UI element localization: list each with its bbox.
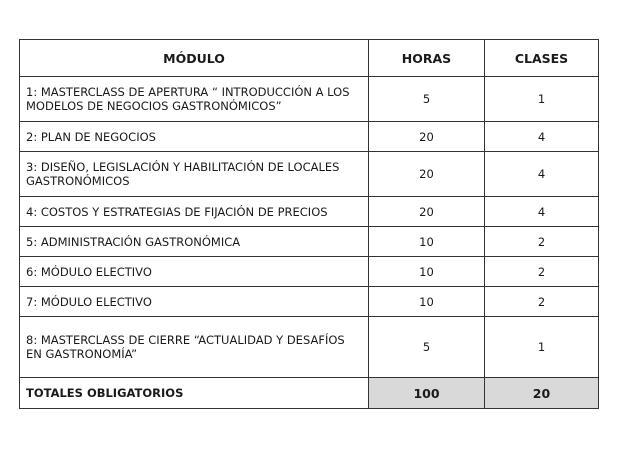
totals-row xyxy=(20,378,599,409)
table-row xyxy=(20,197,599,227)
header-row xyxy=(20,40,599,77)
table-row xyxy=(20,227,599,257)
table-row xyxy=(20,152,599,197)
module-name: 2: PLAN DE NEGOCIOS xyxy=(20,122,369,152)
totals-label: TOTALES OBLIGATORIOS xyxy=(20,378,369,409)
table-row xyxy=(20,257,599,287)
module-classes: 4 xyxy=(485,122,599,152)
module-name: 8: MASTERCLASS DE CIERRE “ACTUALIDAD Y DESAFÍOS EN GASTRONOMÍA” xyxy=(20,317,369,378)
module-classes: 4 xyxy=(485,197,599,227)
module-hours: 5 xyxy=(369,77,485,122)
module-classes: 2 xyxy=(485,287,599,317)
module-hours: 10 xyxy=(369,257,485,287)
module-hours: 20 xyxy=(369,122,485,152)
table-row xyxy=(20,122,599,152)
module-classes: 1 xyxy=(485,77,599,122)
module-hours: 20 xyxy=(369,197,485,227)
module-name: 3: DISEÑO, LEGISLACIÓN Y HABILITACIÓN DE LOCALES GASTRONÓMICOS xyxy=(20,152,369,197)
header-modulo: MÓDULO xyxy=(20,40,369,77)
totals-classes: 20 xyxy=(485,378,599,409)
module-hours: 10 xyxy=(369,287,485,317)
table-row xyxy=(20,287,599,317)
totals-hours: 100 xyxy=(369,378,485,409)
module-name: 4: COSTOS Y ESTRATEGIAS DE FIJACIÓN DE PRECIOS xyxy=(20,197,369,227)
module-name: 6: MÓDULO ELECTIVO xyxy=(20,257,369,287)
header-clases: CLASES xyxy=(485,40,599,77)
module-classes: 2 xyxy=(485,257,599,287)
module-hours: 5 xyxy=(369,317,485,378)
header-horas: HORAS xyxy=(369,40,485,77)
module-hours: 10 xyxy=(369,227,485,257)
module-name: 7: MÓDULO ELECTIVO xyxy=(20,287,369,317)
module-classes: 2 xyxy=(485,227,599,257)
module-name: 5: ADMINISTRACIÓN GASTRONÓMICA xyxy=(20,227,369,257)
module-hours: 20 xyxy=(369,152,485,197)
module-name: 1: MASTERCLASS DE APERTURA “ INTRODUCCIÓN A LOS MODELOS DE NEGOCIOS GASTRONÓMICOS” xyxy=(20,77,369,122)
table-row xyxy=(20,77,599,122)
modules-table xyxy=(19,39,599,409)
table-row xyxy=(20,317,599,378)
module-classes: 4 xyxy=(485,152,599,197)
module-classes: 1 xyxy=(485,317,599,378)
